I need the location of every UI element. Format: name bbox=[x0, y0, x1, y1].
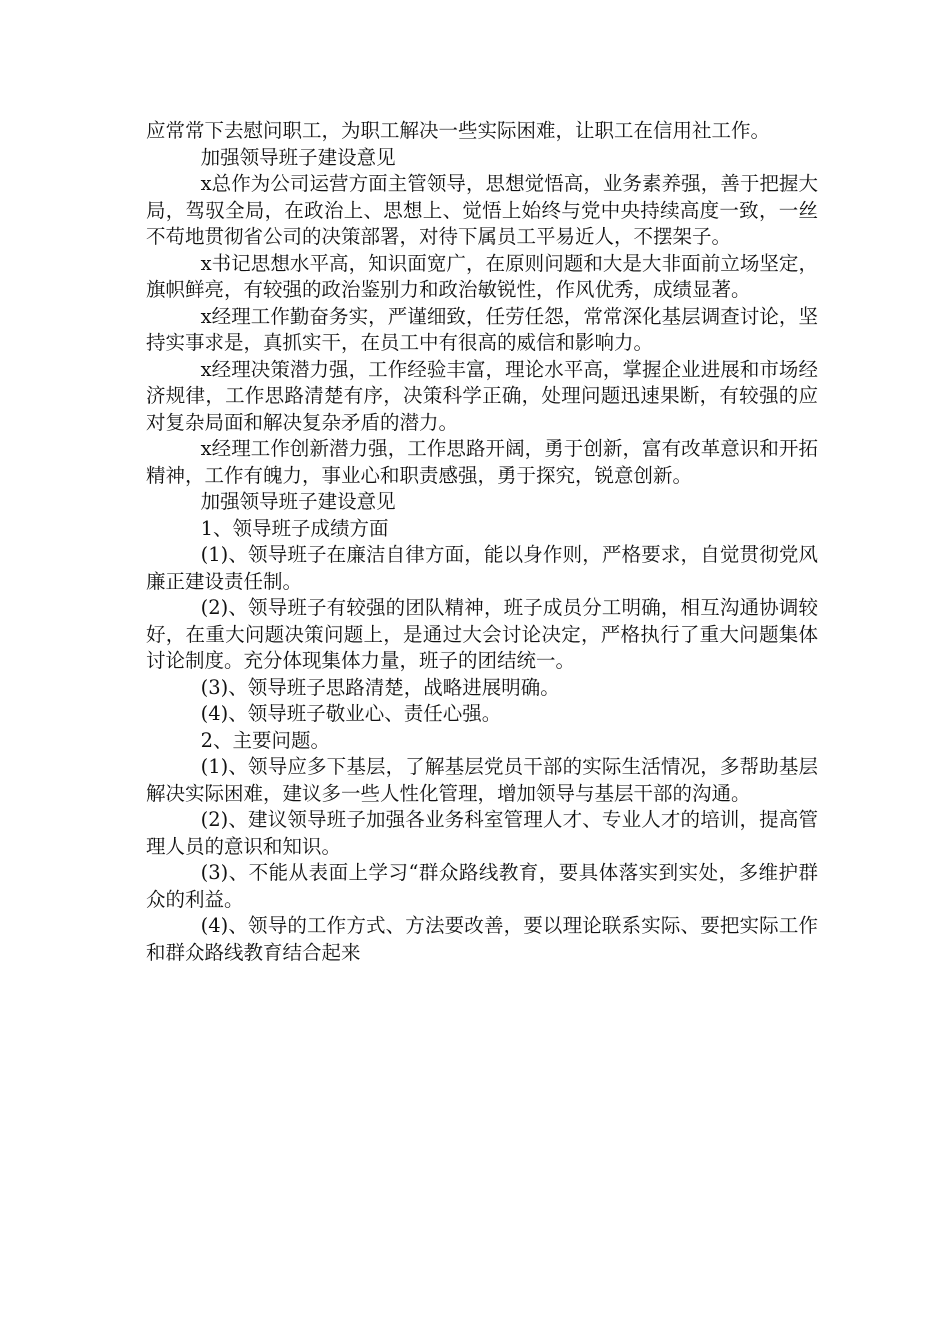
paragraph: x总作为公司运营方面主管领导，思想觉悟高，业务素养强，善于把握大局，驾驭全局，在政治上、思想上、觉悟上始终与党中央持续高度一致，一丝不苟地贯彻省公司的决策部署，对待下属员工平易近人，不摆架子。 bbox=[146, 172, 818, 248]
list-item: (3)、不能从表面上学习“群众路线教育，要具体落实到实处，多维护群众的利益。 bbox=[146, 861, 818, 911]
paragraph: x经理工作勤奋务实，严谨细致，任劳任怨，常常深化基层调查讨论，坚持实事求是，真抓实干，在员工中有很高的威信和影响力。 bbox=[146, 304, 818, 354]
list-item: (2)、建议领导班子加强各业务科室管理人才、专业人才的培训，提高管理人员的意识和知识。 bbox=[146, 808, 818, 858]
subsection-heading: 2、主要问题。 bbox=[200, 728, 331, 752]
paragraph: x经理决策潜力强，工作经验丰富，理论水平高，掌握企业进展和市场经济规律，工作思路清楚有序，决策科学正确，处理问题迅速果断，有较强的应对复杂局面和解决复杂矛盾的潜力。 bbox=[146, 357, 818, 434]
list-item: (2)、领导班子有较强的团队精神，班子成员分工明确，相互沟通协调较好，在重大问题决策问题上，是通过大会讨论决定，严格执行了重大问题集体讨论制度。充分体现集体力量，班子的团结统一。 bbox=[146, 596, 818, 672]
list-item: (1)、领导应多下基层，了解基层党员干部的实际生活情况，多帮助基层解决实际困难，建议多一些人性化管理，增加领导与基层干部的沟通。 bbox=[146, 755, 818, 805]
paragraph: 应常常下去慰问职工，为职工解决一些实际困难，让职工在信用社工作。 bbox=[146, 119, 771, 142]
list-item: (4)、领导班子敬业心、责任心强。 bbox=[200, 702, 502, 725]
paragraph: x书记思想水平高，知识面宽广，在原则问题和大是大非面前立场坚定，旗帜鲜亮，有较强的政治鉴别力和政治敏锐性，作风优秀，成绩显著。 bbox=[146, 251, 818, 301]
list-item: (3)、领导班子思路清楚，战略进展明确。 bbox=[200, 675, 560, 699]
subsection-heading: 1、领导班子成绩方面 bbox=[200, 516, 389, 540]
section-heading: 加强领导班子建设意见 bbox=[200, 490, 396, 513]
list-item: (4)、领导的工作方式、方法要改善，要以理论联系实际、要把实际工作和群众路线教育结合起来 bbox=[146, 914, 818, 964]
document-page bbox=[146, 118, 818, 966]
section-heading: 加强领导班子建设意见 bbox=[200, 145, 396, 169]
list-item: (1)、领导班子在廉洁自律方面，能以身作则，严格要求，自觉贯彻党风廉正建设责任制。 bbox=[146, 543, 818, 593]
paragraph: x经理工作创新潜力强，工作思路开阔，勇于创新，富有改革意识和开拓精神，工作有魄力，事业心和职责感强，勇于探究，锐意创新。 bbox=[146, 437, 818, 487]
